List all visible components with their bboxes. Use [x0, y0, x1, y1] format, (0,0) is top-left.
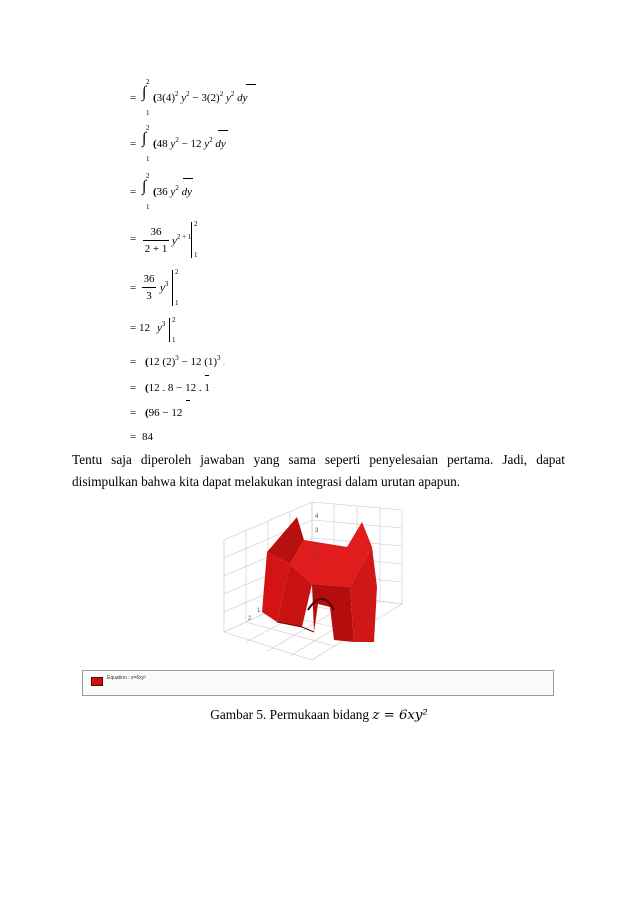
- integral-sign: ∫: [142, 84, 147, 101]
- variable-y: $y^{2 + 1}$: [172, 233, 192, 247]
- fraction-denominator: 3: [146, 290, 152, 302]
- integral-sign: ∫: [142, 178, 147, 195]
- equals-sign: =: [130, 282, 137, 294]
- integral-lower-limit: 1: [146, 155, 150, 163]
- body-paragraph: [72, 449, 565, 493]
- result-value: 84: [142, 431, 153, 443]
- svg-text:1: 1: [257, 608, 261, 614]
- paragraph-text: Tentu saja diperoleh jawaban yang sama seperti penyelesaian pertama. Jadi, dapat disimpulkan bahwa kita dapat melakukan integrasi dalam urutan apapun.: [72, 452, 565, 489]
- equals-sign: =: [130, 431, 137, 443]
- svg-text:3: 3: [315, 528, 319, 534]
- legend-swatch: [91, 677, 103, 686]
- equals-coefficient: = 12: [130, 322, 150, 334]
- equals-sign: =: [130, 382, 137, 394]
- fraction-bar: [143, 240, 169, 241]
- integrand: (36 $y^2$ dy: [153, 184, 192, 198]
- expression: (96 − 12: [145, 407, 183, 419]
- evaluation-bar: [169, 318, 170, 342]
- eval-upper: 2: [172, 316, 176, 324]
- integrand: ($3(4)^2$ $y^2 - 3(2)^2$ $y^2$ dy: [153, 90, 248, 104]
- integral-lower-limit: 1: [146, 203, 150, 211]
- integral-upper-limit: 2: [146, 78, 150, 86]
- evaluation-bar: [191, 222, 192, 258]
- caption-math: z = 6xy²: [372, 708, 428, 723]
- integral-sign: ∫: [142, 130, 147, 147]
- svg-text:1: 1: [315, 552, 319, 558]
- plot-legend: [82, 670, 554, 696]
- legend-text: Equation : z=6xy²: [107, 675, 146, 681]
- overbar: [246, 84, 256, 85]
- equals-sign: =: [130, 356, 137, 368]
- svg-text:2: 2: [248, 616, 252, 622]
- integrand: (48 $y^2 - 12$ $y^2$ dy: [153, 136, 226, 150]
- equals-sign: =: [130, 407, 137, 419]
- overbar: [183, 178, 193, 179]
- eval-lower: 1: [172, 336, 176, 344]
- fraction-denominator: 2 + 1: [144, 243, 168, 255]
- equals-sign: =: [130, 186, 137, 198]
- fraction-bar: [142, 287, 156, 288]
- surface-mesh: [262, 517, 377, 642]
- variable-y: $y^3$: [157, 320, 166, 334]
- integral-upper-limit: 2: [146, 172, 150, 180]
- svg-text:4: 4: [315, 514, 319, 520]
- fraction-numerator: 36: [150, 226, 162, 238]
- overbar: [205, 375, 209, 376]
- eval-lower: 1: [175, 299, 179, 307]
- equals-sign: =: [130, 233, 137, 245]
- overbar: [186, 400, 190, 401]
- variable-y: $y^3$: [160, 280, 169, 294]
- equals-sign: =: [130, 138, 137, 150]
- equals-sign: =: [130, 92, 137, 104]
- eval-upper: 2: [175, 268, 179, 276]
- expression: (12 . 8 − 12 . 1: [145, 382, 210, 394]
- eval-upper: 2: [194, 220, 198, 228]
- surface-plot-figure: [72, 492, 556, 698]
- figure-caption: [0, 707, 638, 723]
- fraction-numerator: 36: [143, 273, 155, 285]
- surface-plot-svg: [72, 492, 556, 672]
- overbar: [218, 130, 228, 131]
- svg-text:2: 2: [315, 543, 319, 549]
- evaluation-bar: [172, 270, 173, 306]
- svg-text:0: 0: [315, 558, 319, 564]
- eval-lower: 1: [194, 251, 198, 259]
- expression: (12 $(2)^3 - 12$ $(1)^3$ .: [145, 354, 225, 368]
- integral-lower-limit: 1: [146, 109, 150, 117]
- integral-upper-limit: 2: [146, 124, 150, 132]
- caption-prefix: Gambar 5. Permukaan bidang: [210, 707, 373, 722]
